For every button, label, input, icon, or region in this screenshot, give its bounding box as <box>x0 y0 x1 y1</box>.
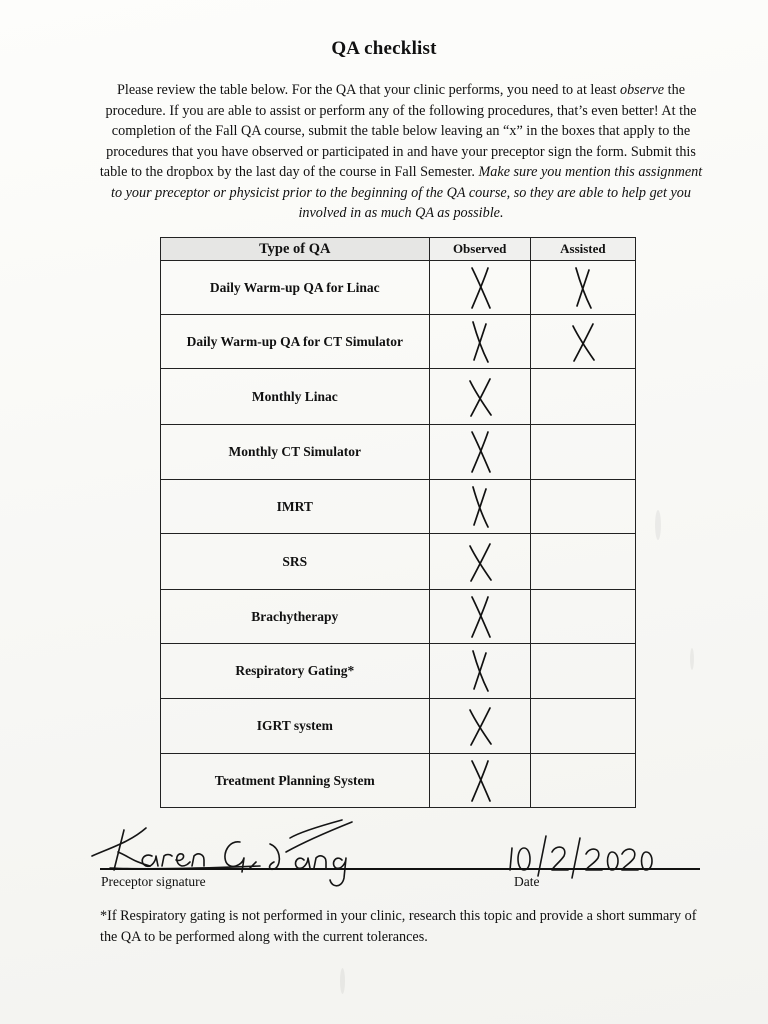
check-x-mark <box>464 757 496 805</box>
check-x-mark <box>464 702 496 750</box>
document-title: QA checklist <box>331 38 437 59</box>
paper-mark <box>655 510 661 540</box>
check-x-mark <box>464 373 496 421</box>
check-x-mark <box>464 593 496 641</box>
preceptor-signature-label: Preceptor signature <box>101 874 206 889</box>
assisted-cell[interactable] <box>530 425 635 480</box>
signature-line <box>100 868 700 870</box>
check-x-mark <box>567 264 599 312</box>
table-row <box>161 315 636 369</box>
check-x-mark <box>464 647 496 695</box>
table-row <box>161 369 636 425</box>
qa-type-cell: Respiratory Gating* <box>161 644 430 699</box>
qa-checklist-table <box>160 237 636 808</box>
assisted-cell[interactable] <box>530 699 635 754</box>
assisted-cell[interactable] <box>530 315 635 369</box>
observed-cell[interactable] <box>429 261 530 315</box>
table-header-row <box>161 238 636 261</box>
instructions-emphasis-observe: observe <box>619 82 665 98</box>
observed-cell[interactable] <box>429 480 530 534</box>
table-row <box>161 644 636 699</box>
check-x-mark <box>464 538 496 586</box>
check-x-mark <box>464 483 496 531</box>
header-observed: Observed <box>429 238 530 261</box>
qa-type-cell: SRS <box>161 534 430 590</box>
table-row <box>161 261 636 315</box>
assisted-cell[interactable] <box>530 644 635 699</box>
instructions-paragraph <box>96 80 706 224</box>
check-x-mark <box>464 318 496 366</box>
table-row <box>161 590 636 644</box>
footnote: *If Respiratory gating is not performed in your clinic, research this topic and provide a short summary of the QA to be performed along with the current tolerances. <box>100 908 697 945</box>
observed-cell[interactable] <box>429 590 530 644</box>
observed-cell[interactable] <box>429 534 530 590</box>
assisted-cell[interactable] <box>530 261 635 315</box>
qa-type-cell: Daily Warm-up QA for CT Simulator <box>161 315 430 369</box>
table-row <box>161 480 636 534</box>
observed-cell[interactable] <box>429 699 530 754</box>
table-row <box>161 425 636 480</box>
observed-cell[interactable] <box>429 315 530 369</box>
assisted-cell[interactable] <box>530 480 635 534</box>
paper-mark <box>340 968 345 994</box>
check-x-mark <box>567 318 599 366</box>
qa-type-cell: Daily Warm-up QA for Linac <box>161 261 430 315</box>
qa-type-cell: Brachytherapy <box>161 590 430 644</box>
qa-type-cell: Treatment Planning System <box>161 754 430 808</box>
assisted-cell[interactable] <box>530 534 635 590</box>
date-handwritten <box>498 830 658 880</box>
table-body <box>161 261 636 808</box>
check-x-mark <box>464 264 496 312</box>
check-x-mark <box>464 428 496 476</box>
qa-type-cell: IGRT system <box>161 699 430 754</box>
table-row <box>161 534 636 590</box>
assisted-cell[interactable] <box>530 590 635 644</box>
instructions-text-1: Please review the table below. For the QA that your clinic performs, you need to at least <box>117 82 620 98</box>
observed-cell[interactable] <box>429 644 530 699</box>
table-row <box>161 754 636 808</box>
instructions-emphasis-note: Make sure you mention this assignment to your preceptor or physicist prior to the beginning of the QA course, so they are able to help get you involved in as much QA as possible. <box>111 164 703 221</box>
header-assisted: Assisted <box>530 238 635 261</box>
observed-cell[interactable] <box>429 369 530 425</box>
assisted-cell[interactable] <box>530 369 635 425</box>
observed-cell[interactable] <box>429 754 530 808</box>
observed-cell[interactable] <box>429 425 530 480</box>
date-label: Date <box>514 874 540 889</box>
qa-type-cell: IMRT <box>161 480 430 534</box>
header-type-of-qa: Type of QA <box>161 238 430 261</box>
qa-type-cell: Monthly CT Simulator <box>161 425 430 480</box>
table-row <box>161 699 636 754</box>
instructions-text-2: the procedure. If you are able to assist or perform any of the following procedures, that’s even better! At the completion of the Fall QA course, submit the table below leaving an “x” in the boxes that apply to the procedures that you have observed or participated in and have your preceptor sign the form. Submit this table to the dropbox by the last day of the course in Fall Semester. <box>99 82 697 180</box>
assisted-cell[interactable] <box>530 754 635 808</box>
paper-mark <box>690 648 694 670</box>
qa-type-cell: Monthly Linac <box>161 369 430 425</box>
